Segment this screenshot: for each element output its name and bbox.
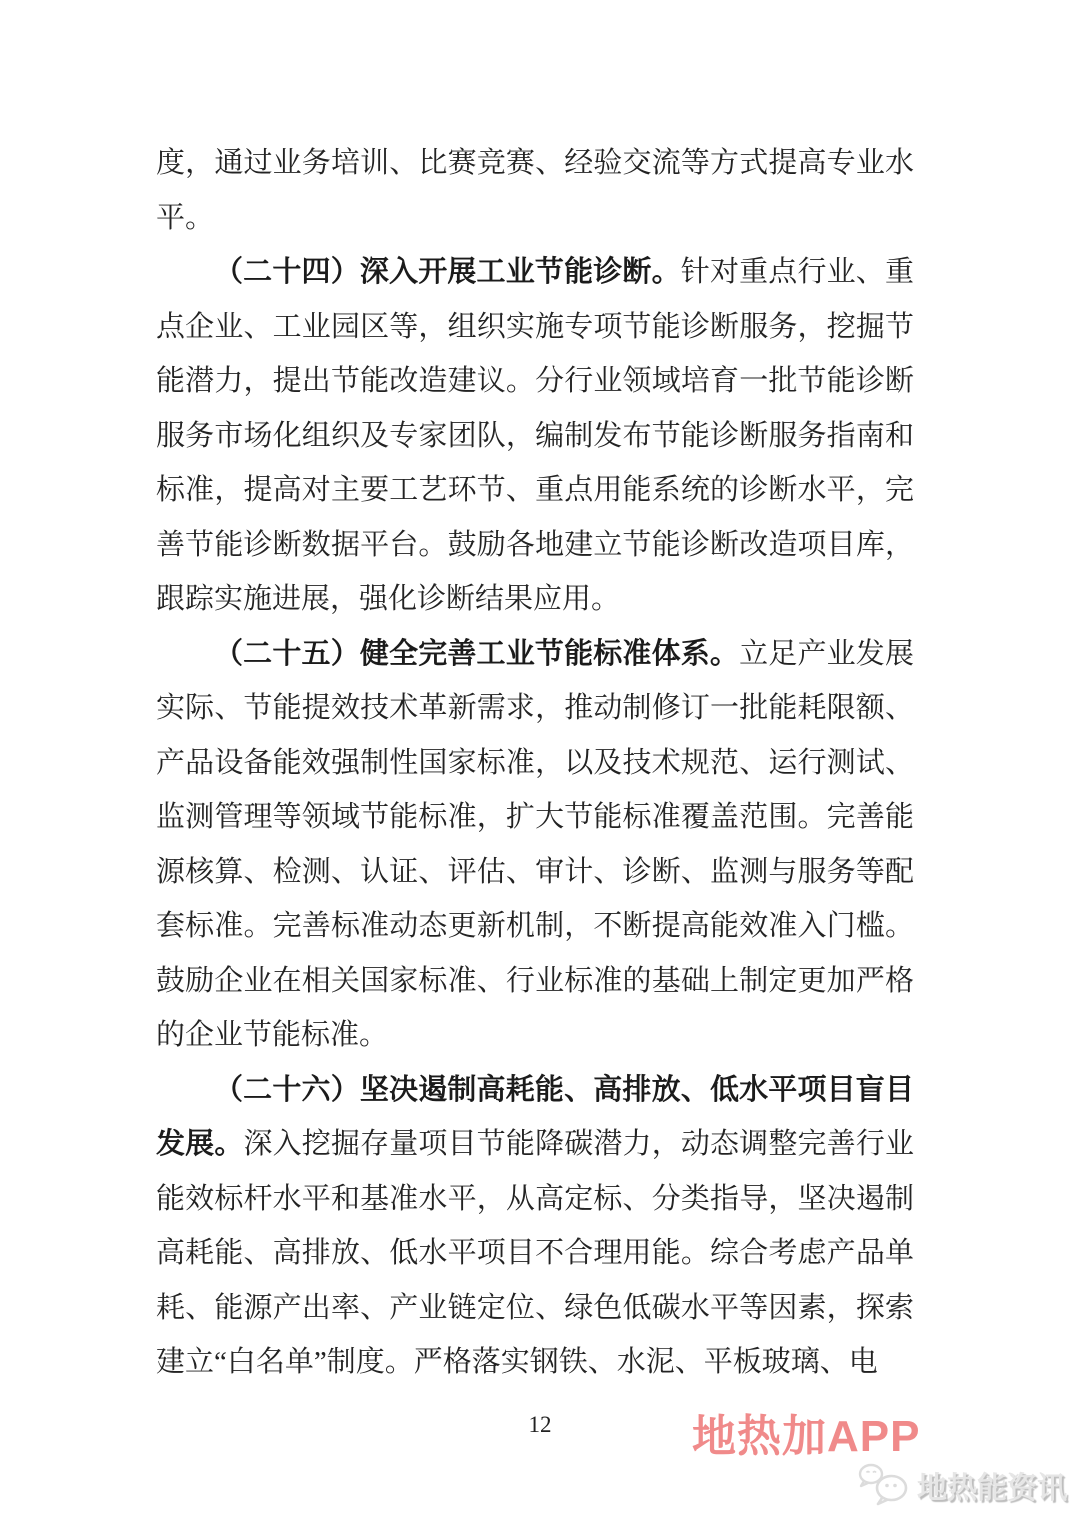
- paragraph-text: 针对重点行业、重点企业、工业园区等，组织实施专项节能诊断服务，挖掘节能潜力，提出节能改造建议。分行业领域培育一批节能诊断服务市场化组织及专家团队，编制发布节能诊断服务指南和标准，提高对主要工艺环节、重点用能系统的诊断水平，完善节能诊断数据平台。鼓励各地建立节能诊断改造项目库，跟踪实施进展，强化诊断结果应用。: [156, 256, 914, 615]
- channel-watermark-label: 地热能资讯: [917, 1472, 1067, 1505]
- section-heading-25: （二十五）健全完善工业节能标准体系。: [214, 637, 740, 670]
- section-paragraph-24: [156, 245, 914, 627]
- channel-watermark: [858, 1463, 1067, 1507]
- wechat-icon: [858, 1463, 910, 1507]
- section-paragraph-25: [156, 627, 914, 1063]
- document-body: [156, 136, 914, 1390]
- app-watermark: 地热加APP: [692, 1412, 921, 1461]
- paragraph-text: 深入挖掘存量项目节能降碳潜力，动态调整完善行业能效标杆水平和基准水平，从高定标、分类指导，坚决遏制高耗能、高排放、低水平项目不合理用能。综合考虑产品单耗、能源产出率、产业链定位、绿色低碳水平等因素，探索建立“白名单”制度。严格落实钢铁、水泥、平板玻璃、电: [156, 1128, 914, 1378]
- paragraph-continuation: [156, 136, 914, 245]
- section-paragraph-26: [156, 1063, 914, 1390]
- paragraph-text: 度，通过业务培训、比赛竞赛、经验交流等方式提高专业水平。: [156, 147, 914, 234]
- section-heading-26: （二十六）坚决遏制高耗能、高排放、低水平项目盲目发展。: [156, 1073, 914, 1160]
- section-heading-24: （二十四）深入开展工业节能诊断。: [214, 256, 681, 288]
- paragraph-text: 立足产业发展实际、节能提效技术革新需求，推动制修订一批能耗限额、产品设备能效强制性国家标准，以及技术规范、运行测试、监测管理等领域节能标准，扩大节能标准覆盖范围。完善能源核算、检测、认证、评估、审计、诊断、监测与服务等配套标准。完善标准动态更新机制，不断提高能效准入门槛。鼓励企业在相关国家标准、行业标准的基础上制定更加严格的企业节能标准。: [156, 637, 914, 1051]
- page-number: 12: [528, 1412, 552, 1437]
